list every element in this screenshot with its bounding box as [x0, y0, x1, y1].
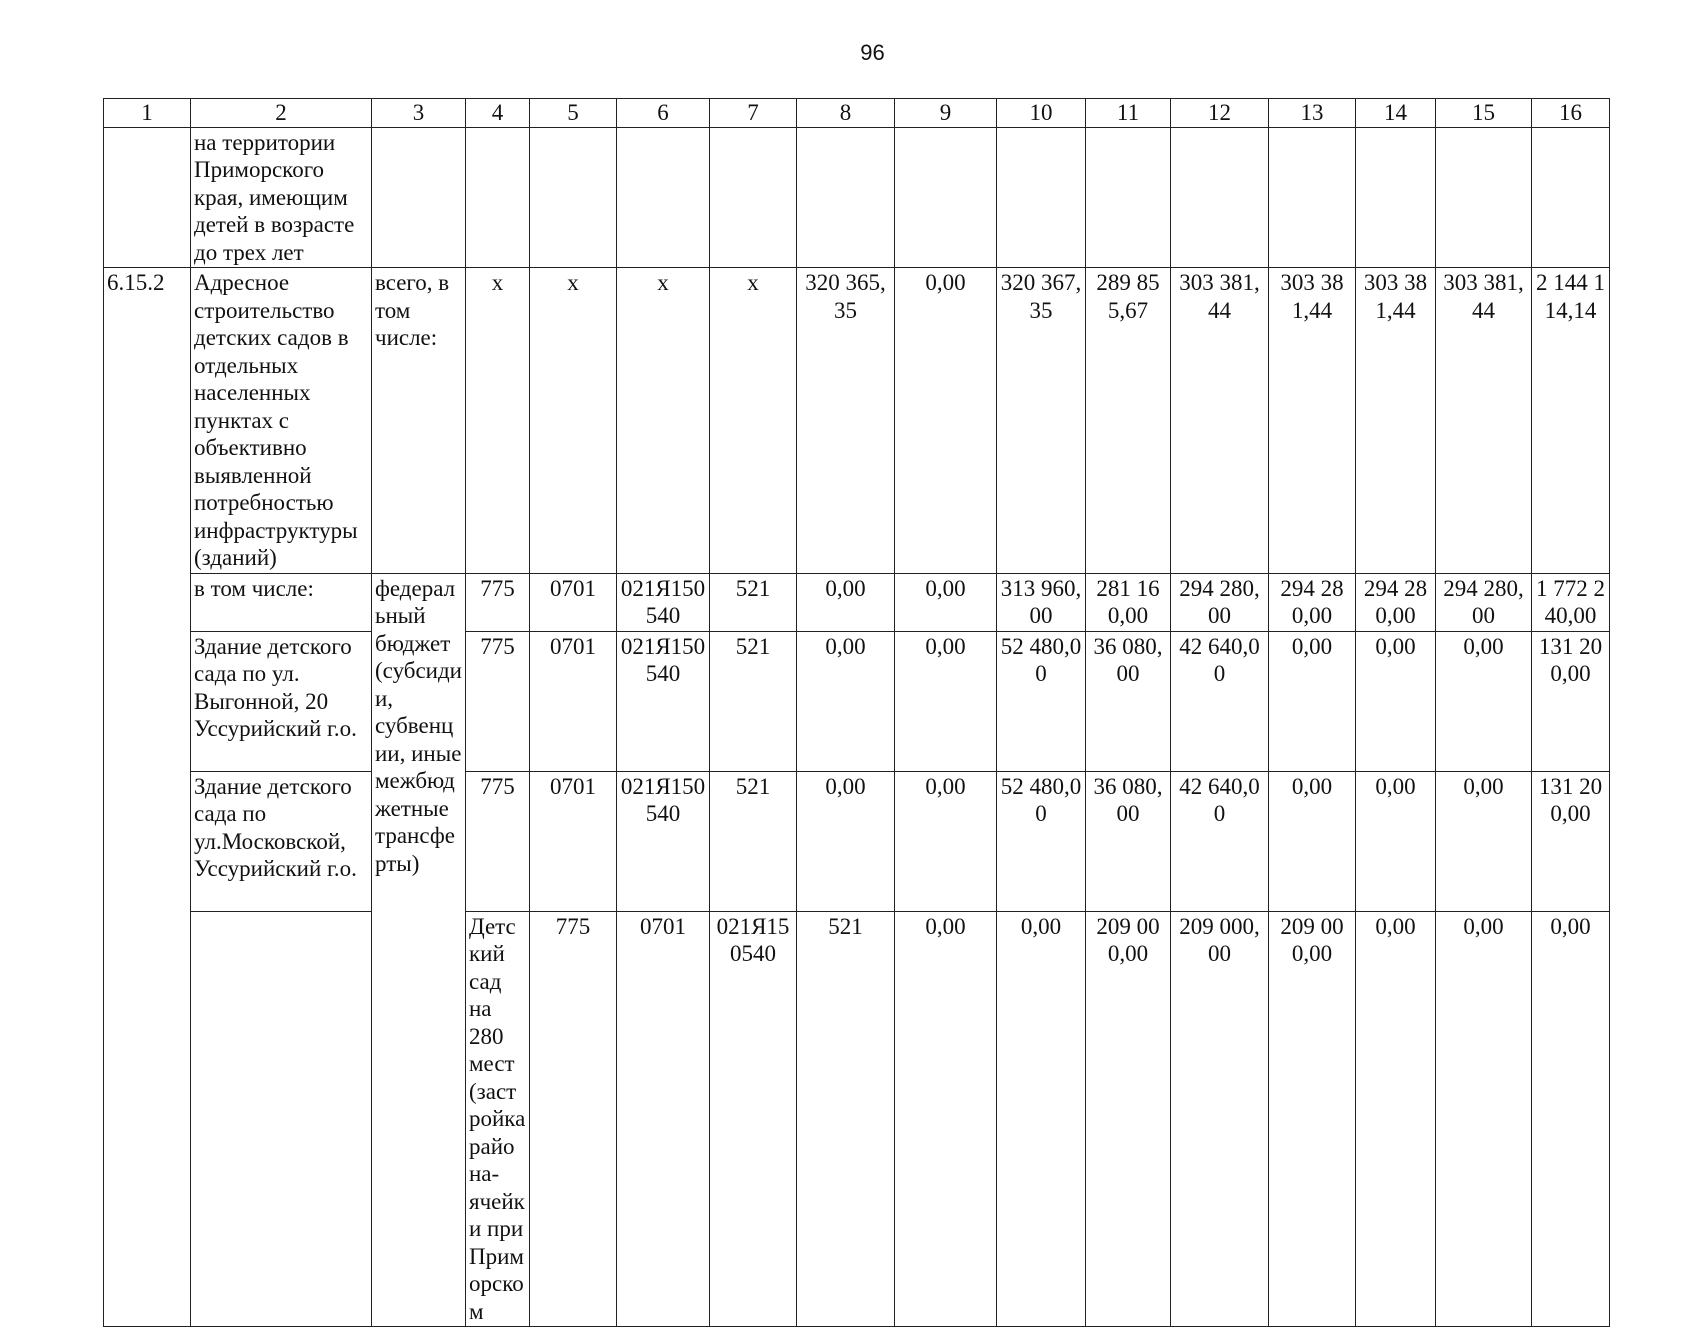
data-cell: 0,00 — [1356, 911, 1436, 1327]
header-cell: 9 — [895, 99, 997, 128]
header-cell: 3 — [372, 99, 466, 128]
data-cell — [797, 127, 895, 268]
header-cell: 4 — [466, 99, 530, 128]
data-cell: 521 — [710, 573, 797, 631]
data-cell: 313 960,00 — [997, 573, 1086, 631]
code-cell — [104, 127, 191, 268]
data-cell: 021Я150540 — [617, 573, 710, 631]
data-cell: 303 381,44 — [1356, 268, 1436, 574]
data-cell: 0,00 — [1269, 631, 1356, 771]
data-cell: 021Я150540 — [617, 771, 710, 911]
data-cell: 0,00 — [797, 631, 895, 771]
data-cell: 303 381,44 — [1269, 268, 1356, 574]
name-cell: Детский сад на 280 мест (застройка района-ячейки при Приморском — [466, 911, 530, 1327]
data-cell: 0701 — [530, 573, 617, 631]
source-cell: всего, в том числе: — [372, 268, 466, 574]
data-cell: 52 480,00 — [997, 771, 1086, 911]
data-cell: 0,00 — [997, 911, 1086, 1327]
data-cell: 131 200,00 — [1532, 771, 1610, 911]
data-cell — [1356, 127, 1436, 268]
data-cell: x — [617, 268, 710, 574]
name-cell: в том числе: — [191, 573, 372, 631]
data-cell — [1269, 127, 1356, 268]
data-cell: 209 000,00 — [1269, 911, 1356, 1327]
code-cell — [191, 911, 372, 1327]
data-cell: 775 — [530, 911, 617, 1327]
data-cell: 294 280,00 — [1356, 573, 1436, 631]
data-cell — [530, 127, 617, 268]
table-row-object — [104, 771, 1610, 911]
data-cell: 209 000,00 — [1171, 911, 1269, 1327]
header-cell: 14 — [1356, 99, 1436, 128]
name-cell: на территории Приморского края, имеющим детей в возрасте до трех лет — [191, 127, 372, 268]
data-cell — [466, 127, 530, 268]
data-cell: 294 280,00 — [1269, 573, 1356, 631]
table-row-object — [104, 911, 1610, 1327]
header-cell: 13 — [1269, 99, 1356, 128]
header-cell: 1 — [104, 99, 191, 128]
table-row-object — [104, 631, 1610, 771]
table-header-row — [104, 99, 1610, 128]
data-cell: 775 — [466, 771, 530, 911]
data-cell: 281 160,00 — [1086, 573, 1171, 631]
header-cell: 11 — [1086, 99, 1171, 128]
source-cell — [372, 127, 466, 268]
data-cell: 289 855,67 — [1086, 268, 1171, 574]
budget-table — [103, 98, 1610, 1327]
table-row-6-15-2 — [104, 268, 1610, 574]
data-cell: 303 381,44 — [1171, 268, 1269, 574]
data-cell: 521 — [710, 771, 797, 911]
data-cell: 209 000,00 — [1086, 911, 1171, 1327]
data-cell: 0701 — [530, 771, 617, 911]
data-cell: 521 — [797, 911, 895, 1327]
data-cell: 0,00 — [895, 911, 997, 1327]
header-cell: 8 — [797, 99, 895, 128]
table-row-continuation — [104, 127, 1610, 268]
data-cell: 0,00 — [1436, 631, 1532, 771]
data-cell: 36 080,00 — [1086, 631, 1171, 771]
data-cell: 294 280,00 — [1171, 573, 1269, 631]
data-cell — [617, 127, 710, 268]
data-cell: 42 640,00 — [1171, 631, 1269, 771]
data-cell: 1 772 240,00 — [1532, 573, 1610, 631]
header-cell: 16 — [1532, 99, 1610, 128]
data-cell: 0701 — [617, 911, 710, 1327]
table-row-including — [104, 573, 1610, 631]
data-cell: 0,00 — [1532, 911, 1610, 1327]
header-cell: 10 — [997, 99, 1086, 128]
data-cell: 0,00 — [1269, 771, 1356, 911]
header-cell: 2 — [191, 99, 372, 128]
data-cell: 320 367,35 — [997, 268, 1086, 574]
data-cell: 36 080,00 — [1086, 771, 1171, 911]
data-cell — [1086, 127, 1171, 268]
header-cell: 6 — [617, 99, 710, 128]
header-cell: 5 — [530, 99, 617, 128]
data-cell: x — [530, 268, 617, 574]
data-cell: 021Я150540 — [617, 631, 710, 771]
data-cell: 0,00 — [1436, 911, 1532, 1327]
data-cell — [710, 127, 797, 268]
name-cell: Адресное строительство детских садов в отдельных населенных пунктах с объективно выявленной потребностью инфраструктуры (зданий) — [191, 268, 372, 574]
header-cell: 15 — [1436, 99, 1532, 128]
code-cell: 6.15.2 — [104, 268, 191, 1327]
data-cell: 521 — [710, 631, 797, 771]
data-cell — [1436, 127, 1532, 268]
data-cell: 0,00 — [895, 631, 997, 771]
data-cell: 0,00 — [1356, 771, 1436, 911]
data-cell — [895, 127, 997, 268]
data-cell: 0,00 — [797, 771, 895, 911]
data-cell: 021Я150540 — [710, 911, 797, 1327]
name-cell: Здание детского сада по ул.Московской, Уссурийский г.о. — [191, 771, 372, 911]
data-cell — [1532, 127, 1610, 268]
data-cell: 42 640,00 — [1171, 771, 1269, 911]
source-cell-federal: федеральный бюджет (субсидии, субвенции, иные межбюджетные трансферты) — [372, 573, 466, 1327]
data-cell: 775 — [466, 573, 530, 631]
data-cell: 0,00 — [895, 268, 997, 574]
data-cell: 0,00 — [1356, 631, 1436, 771]
data-cell — [1171, 127, 1269, 268]
data-cell: 0,00 — [895, 771, 997, 911]
data-cell: 52 480,00 — [997, 631, 1086, 771]
data-cell: 294 280,00 — [1436, 573, 1532, 631]
data-cell: x — [466, 268, 530, 574]
data-cell: 0,00 — [797, 573, 895, 631]
data-cell: x — [710, 268, 797, 574]
data-cell: 0,00 — [1436, 771, 1532, 911]
data-cell: 320 365,35 — [797, 268, 895, 574]
data-cell: 0,00 — [895, 573, 997, 631]
header-cell: 12 — [1171, 99, 1269, 128]
data-cell — [997, 127, 1086, 268]
data-cell: 0701 — [530, 631, 617, 771]
name-cell: Здание детского сада по ул. Выгонной, 20 Уссурийский г.о. — [191, 631, 372, 771]
page-number: 96 — [860, 40, 885, 65]
header-cell: 7 — [710, 99, 797, 128]
data-cell: 303 381,44 — [1436, 268, 1532, 574]
data-cell: 131 200,00 — [1532, 631, 1610, 771]
data-cell: 775 — [466, 631, 530, 771]
data-cell: 2 144 114,14 — [1532, 268, 1610, 574]
